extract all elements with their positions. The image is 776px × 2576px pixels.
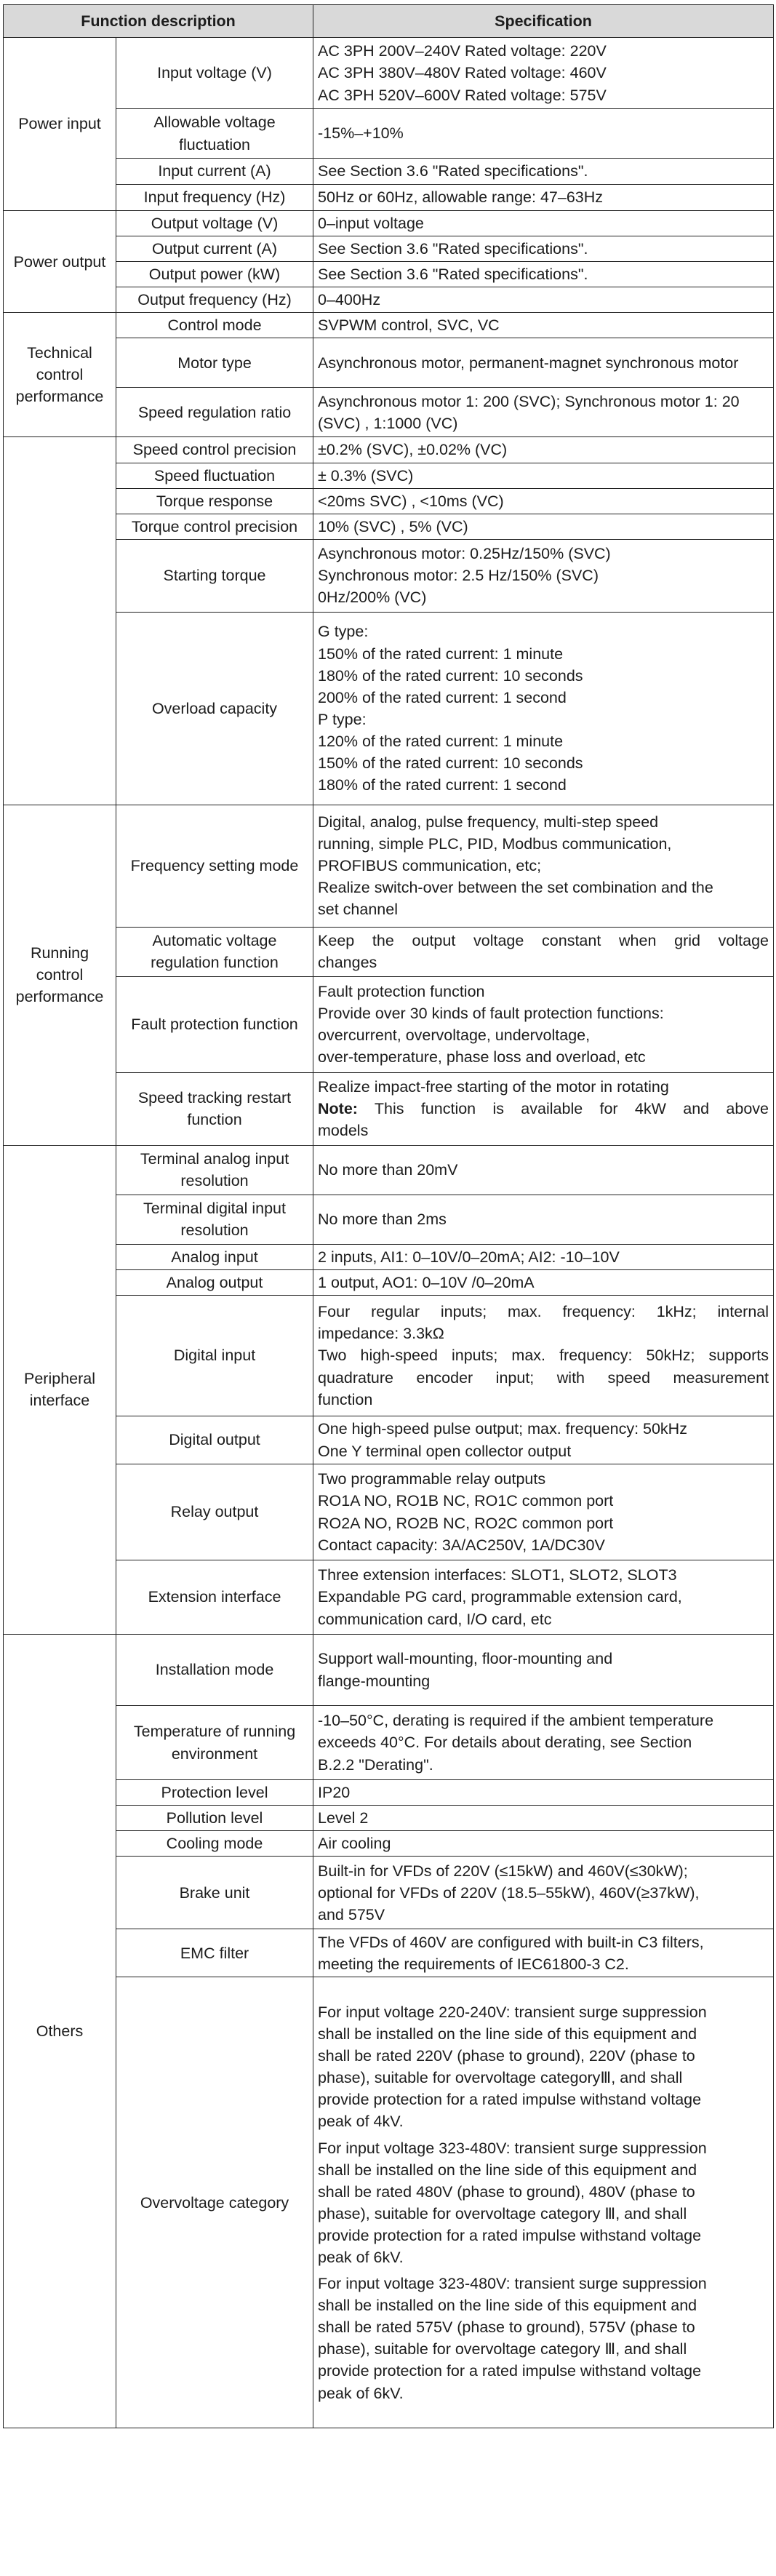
specification-table <box>3 4 774 2428</box>
spec-line: changes <box>318 954 377 972</box>
table-row <box>4 488 774 514</box>
spec-line: Support wall-mounting, floor-mounting and <box>318 1650 613 1668</box>
function-output-voltage: Output voltage (V) <box>116 211 313 236</box>
spec-line: shall be rated 220V (phase to ground), 220V (phase to <box>318 2047 695 2065</box>
table-row <box>4 805 774 927</box>
spec-line: models <box>318 1122 369 1140</box>
spec-line: shall be installed on the line side of this equipment and <box>318 2025 697 2043</box>
table-row <box>4 1296 774 1416</box>
spec-line: Synchronous motor: 2.5 Hz/150% (SVC) <box>318 567 599 585</box>
table-row <box>4 1977 774 2428</box>
spec-relay-output <box>313 1464 774 1560</box>
spec-line: provide protection for a rated impulse withstand voltage <box>318 2362 702 2380</box>
table-row <box>4 463 774 488</box>
function-torque-control-precision: Torque control precision <box>116 514 313 539</box>
spec-line: overcurrent, overvoltage, undervoltage, <box>318 1026 591 1045</box>
note-label: Note: <box>318 1100 358 1118</box>
overvoltage-paragraph <box>318 2273 769 2404</box>
note-line <box>318 1098 769 1120</box>
table-row <box>4 976 774 1072</box>
overvoltage-paragraph <box>318 2001 769 2133</box>
spec-line: shall be installed on the line side of this equipment and <box>318 2297 697 2315</box>
spec-line: shall be rated 575V (phase to ground), 575V (phase to <box>318 2318 695 2337</box>
spec-line: phase), suitable for overvoltage category Ⅲ, and shall <box>318 2204 687 2222</box>
spec-line: peak of 4kV. <box>318 2113 404 2131</box>
function-control-mode: Control mode <box>116 313 313 338</box>
table-row <box>4 313 774 338</box>
category-running-control-performance: Running control performance <box>4 805 116 1145</box>
table-row <box>4 1831 774 1857</box>
spec-torque-control-precision: 10% (SVC) , 5% (VC) <box>313 514 774 539</box>
table-row <box>4 1072 774 1145</box>
spec-overload-capacity <box>313 612 774 805</box>
table-row <box>4 1195 774 1244</box>
spec-line: For input voltage 323-480V: transient surge suppression <box>318 2275 707 2293</box>
spec-line: running, simple PLC, PID, Modbus communication, <box>318 835 672 853</box>
function-output-frequency: Output frequency (Hz) <box>116 287 313 313</box>
function-brake-unit: Brake unit <box>116 1857 313 1929</box>
spec-speed-tracking-restart <box>313 1072 774 1145</box>
function-fault-protection: Fault protection function <box>116 976 313 1072</box>
spec-line: peak of 6kV. <box>318 2384 404 2402</box>
table-row <box>4 287 774 313</box>
table-row <box>4 236 774 262</box>
category-others: Others <box>4 1635 116 2428</box>
function-running-temperature: Temperature of running environment <box>116 1706 313 1780</box>
table-row <box>4 437 774 463</box>
table-row <box>4 38 774 109</box>
spec-line: One Y terminal open collector output <box>318 1442 572 1460</box>
table-row <box>4 1145 774 1195</box>
spec-line: phase), suitable for overvoltage categoryⅢ, and shall <box>318 2069 683 2087</box>
spec-emc-filter <box>313 1929 774 1977</box>
spec-digital-input <box>313 1296 774 1416</box>
spec-line: Expandable PG card, programmable extension card, <box>318 1588 682 1606</box>
spec-line: -10–50°C, derating is required if the ambient temperature <box>318 1712 714 1730</box>
table-row <box>4 1560 774 1635</box>
spec-starting-torque <box>313 539 774 612</box>
function-speed-regulation-ratio: Speed regulation ratio <box>116 388 313 437</box>
function-protection-level: Protection level <box>116 1780 313 1806</box>
spec-line: 150% of the rated current: 10 seconds <box>318 754 583 773</box>
function-emc-filter: EMC filter <box>116 1929 313 1977</box>
table-row <box>4 1244 774 1269</box>
spec-brake-unit <box>313 1857 774 1929</box>
spec-line: Digital, analog, pulse frequency, multi-step speed <box>318 813 659 832</box>
function-installation-mode: Installation mode <box>116 1635 313 1706</box>
header-function-description: Function description <box>4 5 313 38</box>
spec-line: 180% of the rated current: 1 second <box>318 776 567 794</box>
note-text: This function is available for 4kW and above <box>374 1100 769 1118</box>
spec-line: meeting the requirements of IEC61800-3 C2. <box>318 1955 629 1973</box>
table-row <box>4 1806 774 1831</box>
category-power-input: Power input <box>4 38 116 211</box>
spec-line: 200% of the rated current: 1 second <box>318 688 567 706</box>
spec-automatic-voltage-regulation <box>313 927 774 976</box>
spec-cooling-mode: Air cooling <box>313 1831 774 1857</box>
spec-line: shall be installed on the line side of this equipment and <box>318 2161 697 2179</box>
table-row <box>4 612 774 805</box>
spec-line: RO2A NO, RO2B NC, RO2C common port <box>318 1514 614 1532</box>
spec-line: P type: <box>318 710 367 728</box>
spec-line: AC 3PH 520V–600V Rated voltage: 575V <box>318 86 607 104</box>
header-specification: Specification <box>313 5 774 38</box>
function-analog-input: Analog input <box>116 1244 313 1269</box>
spec-line: 180% of the rated current: 10 seconds <box>318 666 583 685</box>
table-row <box>4 539 774 612</box>
table-row <box>4 514 774 539</box>
function-digital-input: Digital input <box>116 1296 313 1416</box>
spec-terminal-digital-input-resolution: No more than 2ms <box>313 1195 774 1244</box>
table-row <box>4 262 774 287</box>
function-overload-capacity: Overload capacity <box>116 612 313 805</box>
spec-line: set channel <box>318 901 398 919</box>
category-technical-control-performance: Technical control performance <box>4 313 116 437</box>
function-input-voltage: Input voltage (V) <box>116 38 313 109</box>
spec-overvoltage-category <box>313 1977 774 2428</box>
spec-line: Realize impact-free starting of the motor in rotating <box>318 1078 669 1096</box>
function-output-power: Output power (kW) <box>116 262 313 287</box>
spec-terminal-analog-input-resolution: No more than 20mV <box>313 1145 774 1195</box>
spec-line: AC 3PH 200V–240V Rated voltage: 220V <box>318 42 607 60</box>
spec-output-frequency: 0–400Hz <box>313 287 774 313</box>
table-row <box>4 1269 774 1295</box>
table-row <box>4 211 774 236</box>
spec-line: For input voltage 220-240V: transient surge suppression <box>318 2003 707 2021</box>
table-row <box>4 338 774 388</box>
spec-line: B.2.2 "Derating". <box>318 1755 433 1774</box>
function-overvoltage-category: Overvoltage category <box>116 1977 313 2428</box>
spec-line: function <box>318 1390 373 1408</box>
spec-line: Realize switch-over between the set combination and the <box>318 879 713 897</box>
spec-line: exceeds 40°C. For details about derating, see Section <box>318 1734 692 1752</box>
spec-output-current: See Section 3.6 "Rated specifications". <box>313 236 774 262</box>
function-speed-control-precision: Speed control precision <box>116 437 313 463</box>
spec-digital-output <box>313 1416 774 1464</box>
function-torque-response: Torque response <box>116 488 313 514</box>
spec-line: Built-in for VFDs of 220V (≤15kW) and 460V(≤30kW); <box>318 1862 688 1880</box>
spec-line: quadrature encoder input; with speed measurement <box>318 1368 769 1387</box>
table-row <box>4 185 774 211</box>
function-frequency-setting-mode: Frequency setting mode <box>116 805 313 927</box>
spec-line: AC 3PH 380V–480V Rated voltage: 460V <box>318 64 607 82</box>
function-digital-output: Digital output <box>116 1416 313 1464</box>
spec-line: flange-mounting <box>318 1672 431 1690</box>
spec-running-temperature <box>313 1706 774 1780</box>
spec-line: Two programmable relay outputs <box>318 1470 546 1488</box>
spec-line: provide protection for a rated impulse withstand voltage <box>318 2226 702 2244</box>
spec-line: G type: <box>318 623 369 641</box>
function-automatic-voltage-regulation: Automatic voltage regulation function <box>116 927 313 976</box>
spec-input-frequency: 50Hz or 60Hz, allowable range: 47–63Hz <box>313 185 774 211</box>
function-terminal-digital-input-resolution: Terminal digital input resolution <box>116 1195 313 1244</box>
spec-output-power: See Section 3.6 "Rated specifications". <box>313 262 774 287</box>
spec-speed-control-precision: ±0.2% (SVC), ±0.02% (VC) <box>313 437 774 463</box>
spec-torque-response: <20ms SVC) , <10ms (VC) <box>313 488 774 514</box>
table-row <box>4 159 774 185</box>
function-speed-fluctuation: Speed fluctuation <box>116 463 313 488</box>
table-row <box>4 1635 774 1706</box>
spec-line: 0Hz/200% (VC) <box>318 589 427 607</box>
spec-motor-type: Asynchronous motor, permanent-magnet synchronous motor <box>313 338 774 388</box>
table-row <box>4 1857 774 1929</box>
spec-line: Four regular inputs; max. frequency: 1kHz; internal <box>318 1303 769 1321</box>
table-row <box>4 927 774 976</box>
spec-line: Fault protection function <box>318 983 485 1001</box>
spec-line: PROFIBUS communication, etc; <box>318 857 542 875</box>
spec-line: phase), suitable for overvoltage category Ⅲ, and shall <box>318 2340 687 2358</box>
table-row <box>4 1929 774 1977</box>
function-output-current: Output current (A) <box>116 236 313 262</box>
spec-line: 150% of the rated current: 1 minute <box>318 645 564 663</box>
spec-analog-output: 1 output, AO1: 0–10V /0–20mA <box>313 1269 774 1295</box>
spec-analog-input: 2 inputs, AI1: 0–10V/0–20mA; AI2: -10–10V <box>313 1244 774 1269</box>
spec-line: One high-speed pulse output; max. frequency: 50kHz <box>318 1420 687 1438</box>
spec-protection-level: IP20 <box>313 1780 774 1806</box>
spec-line: shall be rated 480V (phase to ground), 480V (phase to <box>318 2182 695 2201</box>
spec-frequency-setting-mode <box>313 805 774 927</box>
function-motor-type: Motor type <box>116 338 313 388</box>
spec-line: Three extension interfaces: SLOT1, SLOT2, SLOT3 <box>318 1566 677 1584</box>
function-allowable-voltage-fluctuation: Allowable voltage fluctuation <box>116 109 313 159</box>
spec-line: Contact capacity: 3A/AC250V, 1A/DC30V <box>318 1536 605 1554</box>
spec-line: For input voltage 323-480V: transient surge suppression <box>318 2139 707 2157</box>
function-starting-torque: Starting torque <box>116 539 313 612</box>
function-extension-interface: Extension interface <box>116 1560 313 1635</box>
table-row <box>4 388 774 437</box>
overvoltage-paragraph <box>318 2137 769 2269</box>
spec-line: Keep the output voltage constant when grid voltage <box>318 932 769 950</box>
spec-line: peak of 6kV. <box>318 2249 404 2266</box>
function-speed-tracking-restart: Speed tracking restart function <box>116 1072 313 1145</box>
function-analog-output: Analog output <box>116 1269 313 1295</box>
spec-line: Two high-speed inputs; max. frequency: 50kHz; supports <box>318 1347 769 1365</box>
function-pollution-level: Pollution level <box>116 1806 313 1831</box>
spec-installation-mode <box>313 1635 774 1706</box>
spec-fault-protection <box>313 976 774 1072</box>
spec-output-voltage: 0–input voltage <box>313 211 774 236</box>
spec-line: Provide over 30 kinds of fault protection functions: <box>318 1005 664 1023</box>
spec-line: communication card, I/O card, etc <box>318 1610 552 1628</box>
spec-line: and 575V <box>318 1905 385 1923</box>
function-input-frequency: Input frequency (Hz) <box>116 185 313 211</box>
spec-control-mode: SVPWM control, SVC, VC <box>313 313 774 338</box>
table-row <box>4 1416 774 1464</box>
table-row <box>4 1706 774 1780</box>
spec-line: The VFDs of 460V are configured with built-in C3 filters, <box>318 1933 704 1951</box>
table-row <box>4 1780 774 1806</box>
spec-line: impedance: 3.3kΩ <box>318 1325 444 1343</box>
spec-line: Asynchronous motor: 0.25Hz/150% (SVC) <box>318 545 611 563</box>
function-terminal-analog-input-resolution: Terminal analog input resolution <box>116 1145 313 1195</box>
spec-input-current: See Section 3.6 "Rated specifications". <box>313 159 774 185</box>
spec-input-voltage <box>313 38 774 109</box>
spec-line: provide protection for a rated impulse withstand voltage <box>318 2091 702 2109</box>
table-row <box>4 1464 774 1560</box>
table-row <box>4 109 774 159</box>
table-header-row <box>4 5 774 38</box>
spec-line: 120% of the rated current: 1 minute <box>318 732 564 750</box>
spec-extension-interface <box>313 1560 774 1635</box>
category-peripheral-interface: Peripheral interface <box>4 1145 116 1634</box>
spec-line: RO1A NO, RO1B NC, RO1C common port <box>318 1492 614 1510</box>
spec-allowable-voltage-fluctuation: -15%–+10% <box>313 109 774 159</box>
function-relay-output: Relay output <box>116 1464 313 1560</box>
category-power-output: Power output <box>4 211 116 313</box>
category-blank <box>4 437 116 805</box>
spec-line: optional for VFDs of 220V (18.5–55kW), 460V(≥37kW), <box>318 1883 700 1902</box>
spec-speed-regulation-ratio: Asynchronous motor 1: 200 (SVC); Synchronous motor 1: 20 (SVC) , 1:1000 (VC) <box>313 388 774 437</box>
function-input-current: Input current (A) <box>116 159 313 185</box>
function-cooling-mode: Cooling mode <box>116 1831 313 1857</box>
spec-speed-fluctuation: ± 0.3% (SVC) <box>313 463 774 488</box>
spec-line: over-temperature, phase loss and overload, etc <box>318 1048 646 1066</box>
spec-pollution-level: Level 2 <box>313 1806 774 1831</box>
